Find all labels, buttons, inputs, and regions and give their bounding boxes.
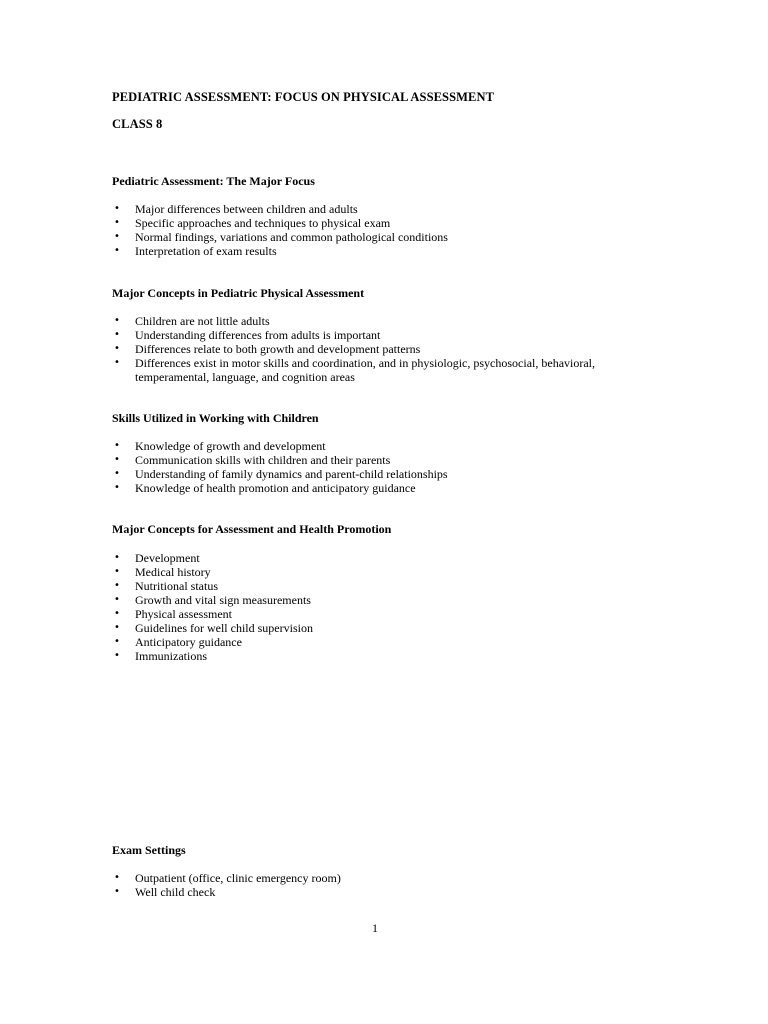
class-label: CLASS 8 — [112, 117, 163, 131]
list-item: • Specific approaches and techniques to physical exam — [112, 216, 655, 230]
document-title: PEDIATRIC ASSESSMENT: FOCUS ON PHYSICAL ASSESSMENT — [112, 90, 495, 104]
page-number: 1 — [372, 921, 378, 935]
section-list-major-concepts — [112, 314, 655, 384]
list-item: • Major differences between children and adults — [112, 202, 655, 216]
list-item: • Differences exist in motor skills and coordination, and in physiologic, psychosocial, behavioral, temperamental, language, and cognition areas — [112, 356, 655, 384]
section-list-major-focus — [112, 202, 655, 258]
section-heading-major-focus: Pediatric Assessment: The Major Focus — [112, 174, 315, 188]
section-heading-health-promotion: Major Concepts for Assessment and Health Promotion — [112, 522, 392, 536]
list-item: • Understanding of family dynamics and parent-child relationships — [112, 467, 655, 481]
section-heading-skills: Skills Utilized in Working with Children — [112, 411, 319, 425]
list-item: • Growth and vital sign measurements — [112, 593, 655, 607]
list-item: • Understanding differences from adults is important — [112, 328, 655, 342]
list-item: • Medical history — [112, 565, 655, 579]
list-item: • Physical assessment — [112, 607, 655, 621]
list-item: • Development — [112, 551, 655, 565]
list-item: • Guidelines for well child supervision — [112, 621, 655, 635]
list-item: • Normal findings, variations and common pathological conditions — [112, 230, 655, 244]
list-item: • Nutritional status — [112, 579, 655, 593]
list-item: • Communication skills with children and their parents — [112, 453, 655, 467]
section-list-health-promotion — [112, 551, 655, 663]
list-item: • Knowledge of health promotion and anticipatory guidance — [112, 481, 655, 495]
list-item: • Anticipatory guidance — [112, 635, 655, 649]
list-item: • Immunizations — [112, 649, 655, 663]
list-item: • Knowledge of growth and development — [112, 439, 655, 453]
section-heading-exam-settings: Exam Settings — [112, 843, 186, 857]
section-list-exam-settings — [112, 871, 655, 899]
list-item: • Outpatient (office, clinic emergency room) — [112, 871, 655, 885]
section-heading-major-concepts: Major Concepts in Pediatric Physical Assessment — [112, 286, 365, 300]
list-item: • Children are not little adults — [112, 314, 655, 328]
list-item: • Interpretation of exam results — [112, 244, 655, 258]
list-item: • Differences relate to both growth and development patterns — [112, 342, 655, 356]
list-item: • Well child check — [112, 885, 655, 899]
section-list-skills — [112, 439, 655, 495]
